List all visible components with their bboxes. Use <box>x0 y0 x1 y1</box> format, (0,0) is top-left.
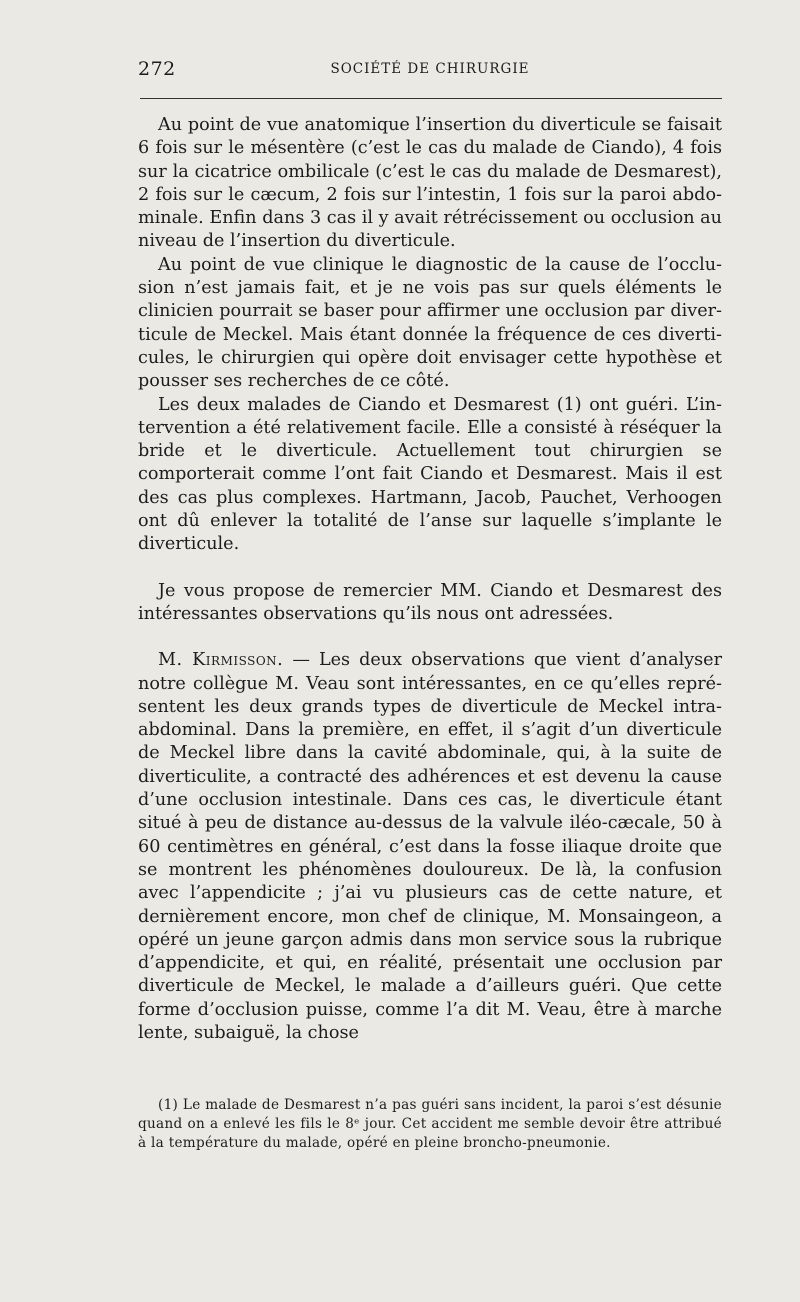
paragraph: Au point de vue clinique le diagnostic de la cause de l’occlusion n’est jamais fait, et je ne vois pas sur quels éléments le clinicien pourrait se baser pour affirmer une occlusion par diverticule de Meckel. Mais étant donnée la fréquence de ces diverticules, le chirurgien qui opère doit envisager cette hypothèse et pousser ses recherches de ce côté. <box>138 254 722 392</box>
paragraph-gap <box>138 626 722 649</box>
paragraph: Je vous propose de remercier MM. Ciando et Desmarest des intéressantes observations qu’ils nous ont adressées. <box>138 580 722 624</box>
page-number: 272 <box>138 58 176 80</box>
page-header <box>138 58 722 88</box>
paragraph: Au point de vue anatomique l’insertion du diverticule se faisait 6 fois sur le mésentère (c’est le cas du malade de Ciando), 4 fois sur la cicatrice ombilicale (c’est le cas du malade de Desmarest), 2 fois sur le cæcum, 2 fois sur l’intestin, 1 fois sur la paroi abdominale. Enfin dans 3 cas il y avait rétrécissement ou occlusion au niveau de l’insertion du diverticule. <box>138 115 722 252</box>
paragraph <box>138 649 722 1045</box>
speaker-name: M. Kirmisson. <box>158 650 284 671</box>
footnote <box>138 1096 722 1154</box>
footnote-text: (1) Le malade de Desmarest n’a pas guéri sans incident, la paroi s’est désunie quand on a enlevé les fils le 8ᵉ jour. Cet accident me semble devoir être attribué à la température du malade, opéré en pleine broncho-pneumonie. <box>138 1097 722 1152</box>
body-text <box>138 114 722 1045</box>
paragraph: Les deux malades de Ciando et Desmarest (1) ont guéri. L’intervention a été relativement facile. Elle a consisté à réséquer la bride et le diverticule. Actuellement tout chirurgien se comporterait comme l’ont fait Ciando et Desmarest. Mais il est des cas plus complexes. Hartmann, Jacob, Pauchet, Verhoogen ont dû enlever la totalité de l’anse sur laquelle s’implante le diverticule. <box>138 394 722 555</box>
paragraph-gap <box>138 557 722 580</box>
running-title: SOCIÉTÉ DE CHIRURGIE <box>330 61 530 77</box>
header-rule <box>140 98 722 99</box>
paragraph-text: — Les deux observations que vient d’analyser notre collègue M. Veau sont intéressantes, en ce qu’elles représentent les deux grands types de diverticule de Meckel intra-abdominal. Dans la première, en effet, il s’agit d’un diverticule de Meckel libre dans la cavité abdominale, qui, à la suite de diverticulite, a contracté des adhérences et est devenu la cause d’une occlusion intestinale. Dans ces cas, le diverticule étant situé à peu de distance au-dessus de la valvule iléo-cæcale, 50 à 60 centimètres en général, c’est dans la fosse iliaque droite que se montrent les phénomènes douloureux. De là, la confusion avec l’appendicite ; j’ai vu plusieurs cas de cette nature, et dernièrement encore, mon chef de clinique, M. Monsaingeon, a opéré un jeune garçon admis dans mon service sous la rubrique d’appendicite, et qui, en réalité, présentait une occlusion par diverticule de Meckel, le malade a d’ailleurs guéri. Que cette forme d’occlusion puisse, comme l’a dit M. Veau, être à marche lente, subaiguë, la chose <box>138 650 722 1043</box>
